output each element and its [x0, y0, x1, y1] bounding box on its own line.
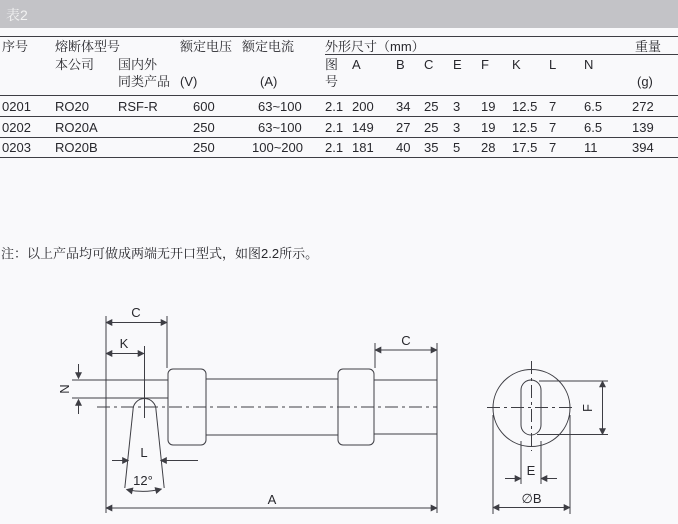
cell-serial: 0202	[2, 120, 31, 135]
cell-dim-c: 35	[424, 140, 439, 155]
cell-model: RO20B	[55, 140, 98, 155]
cell-serial: 0201	[2, 99, 31, 114]
cell-dim-l: 7	[549, 99, 557, 114]
cell-voltage: 250	[193, 140, 215, 155]
end-view-dimensions	[493, 381, 608, 514]
cell-dim-f: 19	[481, 99, 496, 114]
dim-label-c-right: C	[401, 333, 411, 348]
cell-dim-f: 28	[481, 140, 496, 155]
dim-label-l: L	[140, 445, 148, 460]
cell-dim-l: 7	[549, 120, 557, 135]
cell-dim-k: 12.5	[512, 99, 538, 114]
th-dim-l: L	[549, 57, 557, 72]
cell-current: 63~100	[258, 120, 302, 135]
th-dims-group: 外形尺寸（mm）	[325, 39, 425, 54]
cell-fig: 2.1	[325, 120, 344, 135]
cell-dim-a: 149	[352, 120, 374, 135]
cell-voltage: 250	[193, 120, 215, 135]
th-dim-k: K	[512, 57, 521, 72]
dim-label-k: K	[119, 336, 129, 351]
cell-dim-l: 7	[549, 140, 557, 155]
th-similar-line2: 同类产品	[118, 74, 171, 89]
th-model-group: 熔断体型号	[55, 39, 121, 54]
th-dim-e: E	[453, 57, 462, 72]
th-voltage: 额定电压	[180, 39, 233, 54]
th-weight: 重量	[635, 39, 662, 54]
table-title: 表2	[6, 7, 28, 23]
cell-dim-e: 5	[453, 140, 461, 155]
cell-dim-a: 181	[352, 140, 374, 155]
cell-model: RO20	[55, 99, 89, 114]
cell-weight: 139	[632, 120, 654, 135]
side-view-dimensions	[57, 305, 437, 513]
cell-dim-n: 6.5	[584, 99, 603, 114]
th-dim-b: B	[396, 57, 405, 72]
th-current-unit: (A)	[260, 74, 278, 89]
cell-dim-b: 40	[396, 140, 411, 155]
cell-dim-f: 19	[481, 120, 496, 135]
dim-label-diameter-b: ∅B	[521, 491, 542, 506]
th-dim-a: A	[352, 57, 361, 72]
dim-label-c-left: C	[131, 305, 141, 320]
dim-label-n: N	[57, 384, 72, 394]
cell-dim-b: 27	[396, 120, 411, 135]
dim-label-e: E	[526, 463, 536, 478]
cell-dim-k: 17.5	[512, 140, 538, 155]
cell-weight: 394	[632, 140, 654, 155]
keyhole-slot-right-leg	[156, 410, 164, 488]
cell-dim-c: 25	[424, 120, 439, 135]
th-current: 额定电流	[242, 39, 295, 54]
th-serial: 序号	[2, 39, 29, 54]
th-fig-line1: 图	[325, 57, 339, 72]
th-dim-f: F	[481, 57, 489, 72]
cell-fig: 2.1	[325, 99, 344, 114]
cell-dim-n: 6.5	[584, 120, 603, 135]
th-company: 本公司	[55, 57, 95, 72]
cell-dim-c: 25	[424, 99, 439, 114]
cell-current: 100~200	[252, 140, 303, 155]
fuse-side-view	[72, 346, 437, 488]
th-dim-n: N	[584, 57, 594, 72]
cell-dim-n: 11	[584, 140, 598, 155]
keyhole-slot-left-leg	[125, 410, 133, 488]
th-voltage-unit: (V)	[180, 74, 198, 89]
cell-similar: RSF-R	[118, 99, 158, 114]
cell-dim-k: 12.5	[512, 120, 538, 135]
cell-weight: 272	[632, 99, 654, 114]
cell-current: 63~100	[258, 99, 302, 114]
cell-dim-e: 3	[453, 99, 461, 114]
th-dim-c: C	[424, 57, 434, 72]
dim-label-a: A	[267, 492, 277, 507]
cell-dim-e: 3	[453, 120, 461, 135]
cell-model: RO20A	[55, 120, 98, 135]
cell-dim-a: 200	[352, 99, 374, 114]
fuse-end-view	[487, 361, 576, 451]
cell-fig: 2.1	[325, 140, 344, 155]
th-weight-unit: (g)	[637, 74, 653, 89]
dim-label-f: F	[580, 404, 595, 412]
th-similar-line1: 国内外	[118, 57, 158, 72]
cell-dim-b: 34	[396, 99, 411, 114]
cell-serial: 0203	[2, 140, 31, 155]
dim-angle-arc	[127, 489, 162, 491]
dim-label-angle: 12°	[133, 473, 153, 488]
cell-voltage: 600	[193, 99, 215, 114]
footnote: 注：以上产品均可做成两端无开口型式，如图2.2所示。	[1, 246, 319, 261]
th-fig-line2: 号	[325, 74, 339, 89]
